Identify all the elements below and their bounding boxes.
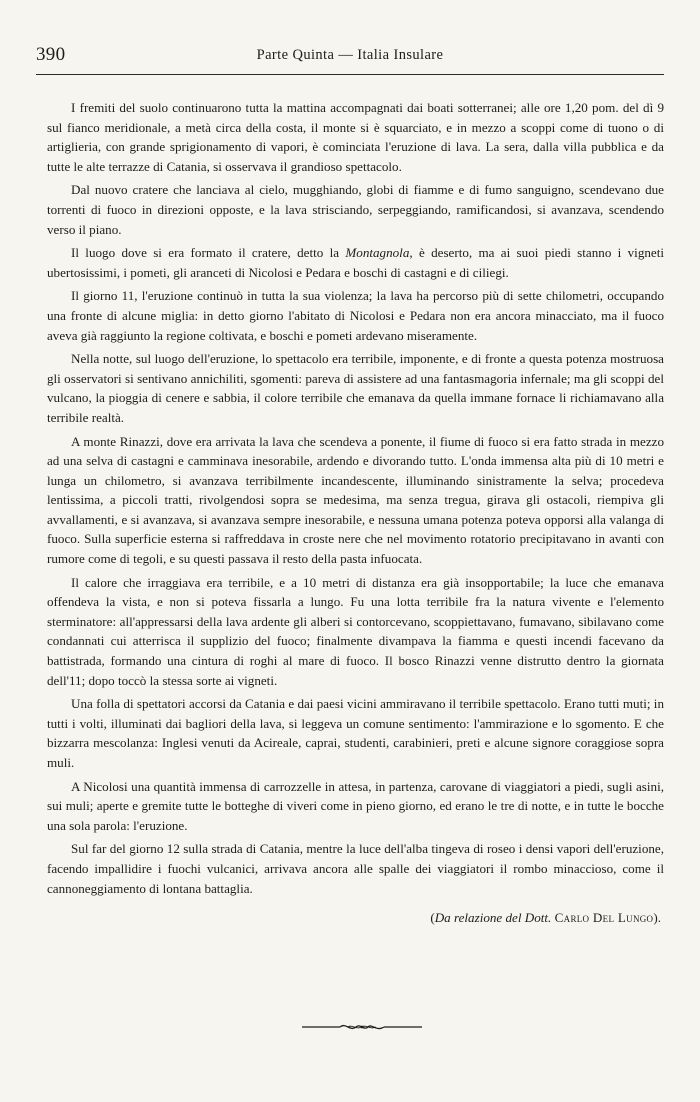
paragraph-2: Dal nuovo cratere che lanciava al cielo, mugghiando, globi di fiamme e di fumo sanguigno, scendevano due torrenti di fuoco in direzioni opposte, e la lava strisciando, serpeggiando, ramificandosi, si avanzava, scendendo verso il piano. (47, 182, 664, 237)
attribution-author: Carlo Del Lungo (554, 910, 654, 926)
paragraph-6: A monte Rinazzi, dove era arrivata la lava che scendeva a ponente, il fiume di fuoco si era fatto strada in mezzo ad una selva di castagni e camminava inesorabile, ardendo e divorando tutto. L'onda immensa alta più di 10 metri e lunga un chilometro, si avanzava terribilmente incandescente, illuminando sinistramente la selva; procedeva lentissima, a piccoli tratti, rivolgendosi sopra se medesima, ma senza tregua, girava gli ostacoli, riempiva gli avvallamenti, e si avanzava, si avanzava sempre inesorabile, e nessuna umana potenza poteva opporsi alla valanga di fuoco. Sulla superficie esterna si raffreddava in croste nere che nel movimento rotatorio precipitavano in avanti con rumore come di tegoli, e su questi passava il resto della pasta infuocata. (47, 433, 664, 567)
running-title: Parte Quinta — Italia Insulare (256, 47, 444, 63)
paragraph-7: Il calore che irraggiava era terribile, e a 10 metri di distanza era già insopportabile; la luce che emanava offendeva la vista, e non si poteva fissarla a lungo. Fu una lotta terribile fra la natura vivente e l'elemento sterminatore: all'appressarsi della lava ardente gli alberi si contorcevano, scoppiettavano, fumavano, sibilavano come condannati cui atterrisca il supplizio del fuoco; finalmente divampava la fiamma e questi incendi facevano da battistrada, formando una cintura di roghi al mare di fuoco. Il bosco Rinazzi venne distrutto dentro la giornata dell'11; dopo toccò la stessa sorte ai vigneti. (47, 574, 664, 688)
paragraph-9: A Nicolosi una quantità immensa di carrozzelle in attesa, in partenza, carovane di viaggiatori a piedi, sugli asini, sui muli; aperte e gremite tutte le botteghe di viveri come in pieno giorno, ed erano le tre di notte, e in tutte le bocche una sola parola: l'eruzione. (47, 778, 664, 833)
page-number: 390 (36, 44, 66, 65)
page-header (36, 44, 664, 68)
paragraph-1: I fremiti del suolo continuarono tutta la mattina accompagnati dai boati sotterranei; alle ore 1,20 pom. del dì 9 sul fianco meridionale, a metà circa della costa, il monte si è squarciato, e in mezzo a scoppi come di tuono o di artiglieria, con grande sprigionamento di vapori, è cominciata l'eruzione di lava. La sera, dalla villa pubblica e da tutte le alte terrazze di Catania, si osservava il grandioso spettacolo. (47, 100, 664, 174)
header-rule (36, 74, 664, 75)
ornamental-tailpiece-icon (300, 1020, 424, 1034)
paragraph-5: Nella notte, sul luogo dell'eruzione, lo spettacolo era terribile, imponente, e di fronte a questa potenza mostruosa gli osservatori si sentivano annichiliti, sgomenti: pareva di assistere ad una fantasmagoria infernale; ma gli scoppi del vulcano, la pioggia di cenere e sabbia, il colore terribile che emanava da quella immane fornace li richiamavano alla terribile realtà. (47, 351, 664, 425)
paragraph-4: Il giorno 11, l'eruzione continuò in tutta la sua violenza; la lava ha percorso più di sette chilometri, occupando una fronte di alcune miglia: in detto giorno l'abitato di Nicolosi e Pedara non era ancora minacciato, ma il fuoco aveva già raggiunto la regione coltivata, e boschi e pometi ardevano miseramente. (47, 288, 664, 343)
attribution-close-paren: ). (653, 910, 661, 926)
attribution-open-paren: ( (430, 910, 435, 926)
paragraph-10: Sul far del giorno 12 sulla strada di Catania, mentre la luce dell'alba tingeva di roseo i densi vapori dell'eruzione, facendo impallidire i fuochi vulcanici, arrivava ancora alle spalle dei viaggiatori il rombo minaccioso, come il cannoneggiamento di lontana battaglia. (47, 841, 664, 896)
paragraph-8: Una folla di spettatori accorsi da Catania e dai paesi vicini ammiravano il terribile spettacolo. Erano tutti muti; in tutti i volti, illuminati dai bagliori della lava, si leggeva un comune sentimento: l'ammirazione e lo sgomento. E che bizzarra mescolanza: Inglesi venuti da Acireale, caprai, studenti, carabinieri, preti e alcune signore coraggiose sopra muli. (47, 696, 664, 770)
paragraph-3-rest: , è deserto, ma ai suoi piedi stanno i vigneti ubertosissimi, i pometi, gli aranceti di Nicolosi e Pedara e boschi di castagni e di ciliegi. (47, 245, 664, 280)
article-body (47, 98, 664, 928)
source-attribution (47, 908, 664, 928)
place-name-montagnola: Montagnola (345, 245, 410, 261)
paragraph-3 (47, 243, 664, 282)
attribution-source: Da relazione del Dott. (434, 910, 552, 926)
paragraph-3-lead: Il luogo dove si era formato il cratere, detto la (71, 245, 346, 261)
